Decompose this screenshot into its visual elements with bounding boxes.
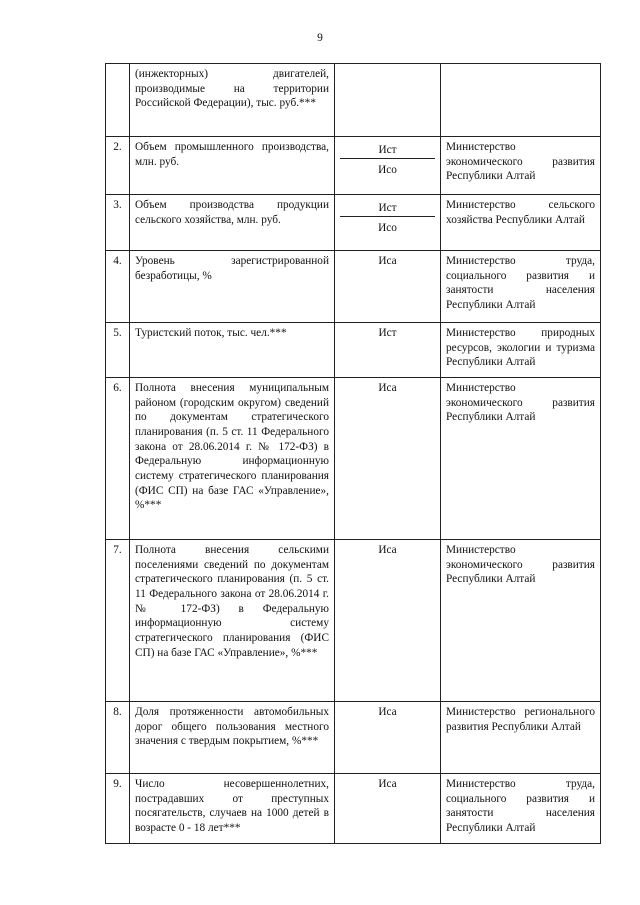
source-cell: [335, 195, 441, 251]
source-cell: Иса: [335, 540, 441, 702]
table-row: [106, 540, 601, 702]
source-cell: Иса: [335, 251, 441, 323]
source-cell: Ист: [335, 323, 441, 378]
source-value: Исо: [378, 164, 397, 176]
indicator-cell: Полнота внесения муниципальным районом (городским округом) сведений по документам стратегического планирования (п. 5 ст. 11 Федерального закона от 28.06.2014 г. № 172-ФЗ) в Федеральную информационную систему стратегического планирования (ФИС СП) на базе ГАС «Управление», %***: [130, 378, 335, 540]
table-row: [106, 64, 601, 137]
responsible-org-cell: [441, 64, 601, 137]
indicator-table: [105, 63, 601, 844]
source-cell: Иса: [335, 774, 441, 844]
table-row: [106, 195, 601, 251]
row-number: 7.: [106, 540, 130, 702]
row-number: 6.: [106, 378, 130, 540]
row-number: 5.: [106, 323, 130, 378]
indicator-cell: Туристский поток, тыс. чел.***: [130, 323, 335, 378]
source-cell: Иса: [335, 702, 441, 774]
source-value: Ист: [340, 140, 435, 159]
indicator-cell: Полнота внесения сельскими поселениями сведений по документам стратегического планирования (п. 5 ст. 11 Федерального закона от 28.06.2014 г. № 172-ФЗ) в Федеральную информационную систему стратегического планирования (ФИС СП) на базе ГАС «Управление», %***: [130, 540, 335, 702]
table-row: [106, 702, 601, 774]
table-row: [106, 137, 601, 195]
responsible-org-cell: Министерство сельского хозяйства Республики Алтай: [441, 195, 601, 251]
responsible-org-cell: Министерство экономического развития Республики Алтай: [441, 540, 601, 702]
responsible-org-cell: Министерство регионального развития Республики Алтай: [441, 702, 601, 774]
source-cell: [335, 64, 441, 137]
indicator-cell: Число несовершеннолетних, пострадавших от преступных посягательств, случаев на 1000 детей в возрасте 0 - 18 лет***: [130, 774, 335, 844]
table-row: [106, 378, 601, 540]
indicator-cell: (инжекторных) двигателей, производимые на территории Российской Федерации), тыс. руб.***: [130, 64, 335, 137]
indicator-cell: Уровень зарегистрированной безработицы, %: [130, 251, 335, 323]
row-number: 9.: [106, 774, 130, 844]
page-number: 9: [317, 32, 323, 44]
row-number: 3.: [106, 195, 130, 251]
responsible-org-cell: Министерство природных ресурсов, экологии и туризма Республики Алтай: [441, 323, 601, 378]
responsible-org-cell: Министерство экономического развития Республики Алтай: [441, 137, 601, 195]
responsible-org-cell: Министерство труда, социального развития и занятости населения Республики Алтай: [441, 251, 601, 323]
responsible-org-cell: Министерство экономического развития Республики Алтай: [441, 378, 601, 540]
row-number: [106, 64, 130, 137]
indicator-cell: Объем промышленного производства, млн. руб.: [130, 137, 335, 195]
source-value: Исо: [378, 222, 397, 234]
table-row: [106, 251, 601, 323]
row-number: 8.: [106, 702, 130, 774]
table-row: [106, 774, 601, 844]
source-cell: Иса: [335, 378, 441, 540]
source-cell: [335, 137, 441, 195]
indicator-cell: Доля протяженности автомобильных дорог общего пользования местного значения с твердым покрытием, %***: [130, 702, 335, 774]
table-row: [106, 323, 601, 378]
row-number: 4.: [106, 251, 130, 323]
responsible-org-cell: Министерство труда, социального развития и занятости населения Республики Алтай: [441, 774, 601, 844]
source-value: Ист: [340, 198, 435, 217]
row-number: 2.: [106, 137, 130, 195]
indicator-cell: Объем производства продукции сельского хозяйства, млн. руб.: [130, 195, 335, 251]
